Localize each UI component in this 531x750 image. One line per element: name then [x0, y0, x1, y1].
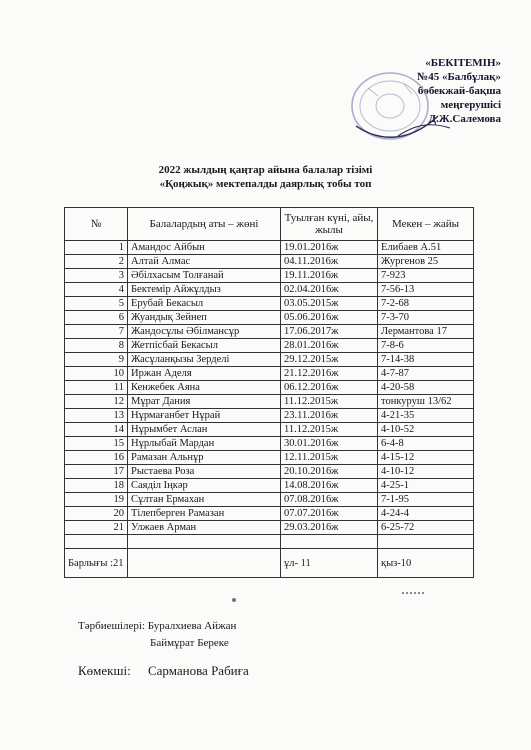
row-dob: 28.01.2016ж [281, 339, 378, 353]
row-name: Ерубай Бекасыл [128, 297, 281, 311]
row-name: Жетпісбай Бекасыл [128, 339, 281, 353]
row-address: 4-24-4 [378, 507, 474, 521]
row-dob: 11.12.2015ж [281, 423, 378, 437]
row-num: 10 [65, 367, 128, 381]
row-dob: 19.11.2016ж [281, 269, 378, 283]
row-num: 20 [65, 507, 128, 521]
row-num: 11 [65, 381, 128, 395]
approval-heading: «БЕКІТЕМІН» [425, 57, 501, 69]
row-address: Жургенов 25 [378, 255, 474, 269]
row-num: 16 [65, 451, 128, 465]
row-name: Бектемір Айжұлдыз [128, 283, 281, 297]
row-name: Алтай Алмас [128, 255, 281, 269]
header-dob: Туылған күні, айы, жылы [281, 208, 378, 241]
approval-role: меңгерушісі [440, 99, 501, 111]
table-row [65, 381, 474, 395]
row-address: 7-923 [378, 269, 474, 283]
row-address: 4-10-12 [378, 465, 474, 479]
row-name: Сұлтан Ермахан [128, 493, 281, 507]
table-row [65, 521, 474, 535]
table-row [65, 367, 474, 381]
teachers-block [78, 618, 236, 652]
row-address: 7-14-38 [378, 353, 474, 367]
row-address: 7-2-68 [378, 297, 474, 311]
row-dob: 14.08.2016ж [281, 479, 378, 493]
row-dob: 11.12.2015ж [281, 395, 378, 409]
total-label: Барлығы :21 [65, 549, 128, 578]
row-num: 13 [65, 409, 128, 423]
row-num: 8 [65, 339, 128, 353]
table-total-row [65, 549, 474, 578]
header-name: Балалардың аты – жөні [128, 208, 281, 241]
row-name: Рыстаева Роза [128, 465, 281, 479]
row-num: 1 [65, 241, 128, 255]
row-address: 4-15-12 [378, 451, 474, 465]
row-name: Кенжебек Аяна [128, 381, 281, 395]
row-name: Тілепберген Рамазан [128, 507, 281, 521]
row-num: 19 [65, 493, 128, 507]
teacher-1: Буралхиева Айжан [147, 620, 237, 632]
table-row [65, 395, 474, 409]
row-dob: 29.03.2016ж [281, 521, 378, 535]
title-line-1: 2022 жылдың қаңтар айына балалар тізімі [158, 164, 373, 176]
table-row [65, 353, 474, 367]
row-address: 6-25-72 [378, 521, 474, 535]
row-address: Лермантова 17 [378, 325, 474, 339]
row-address: 7-3-70 [378, 311, 474, 325]
row-dob: 05.06.2016ж [281, 311, 378, 325]
row-name: Жасұланқызы Зерделі [128, 353, 281, 367]
children-roster-table [64, 207, 474, 578]
row-dob: 07.08.2016ж [281, 493, 378, 507]
row-dob: 30.01.2016ж [281, 437, 378, 451]
table-row [65, 283, 474, 297]
row-address: 4-20-58 [378, 381, 474, 395]
header-num: № [65, 208, 128, 241]
row-name: Жандосұлы Әбілмансұр [128, 325, 281, 339]
row-num: 21 [65, 521, 128, 535]
assistant-name: Сарманова Рабиға [147, 663, 249, 678]
approval-name: Д.Ж.Салемова [428, 113, 501, 125]
table-row [65, 269, 474, 283]
row-dob: 06.12.2016ж [281, 381, 378, 395]
row-address: тонкуруш 13/62 [378, 395, 474, 409]
total-boys: ұл- 11 [281, 549, 378, 578]
row-num: 18 [65, 479, 128, 493]
row-num: 7 [65, 325, 128, 339]
row-name: Рамазан Альнұр [128, 451, 281, 465]
official-stamp [338, 66, 458, 166]
table-row [65, 451, 474, 465]
table-row [65, 465, 474, 479]
table-row [65, 479, 474, 493]
row-address: 7-1-95 [378, 493, 474, 507]
row-name: Иржан Аделя [128, 367, 281, 381]
row-num: 5 [65, 297, 128, 311]
row-dob: 04.11.2016ж [281, 255, 378, 269]
row-name: Мұрат Дания [128, 395, 281, 409]
row-address: 4-7-87 [378, 367, 474, 381]
row-dob: 21.12.2016ж [281, 367, 378, 381]
row-name: Амандос Айбын [128, 241, 281, 255]
table-row [65, 325, 474, 339]
row-num: 17 [65, 465, 128, 479]
row-address: 4-10-52 [378, 423, 474, 437]
row-dob: 03.05.2015ж [281, 297, 378, 311]
approval-org: №45 «Балбұлақ» [417, 71, 501, 83]
table-row [65, 493, 474, 507]
row-dob: 07.07.2016ж [281, 507, 378, 521]
table-row [65, 311, 474, 325]
row-num: 6 [65, 311, 128, 325]
row-address: 7-56-13 [378, 283, 474, 297]
table-header-row [65, 208, 474, 241]
row-name: Нұрмағанбет Нұрай [128, 409, 281, 423]
table-row [65, 507, 474, 521]
teachers-label: Тәрбиешілері: [78, 620, 145, 632]
row-name: Нұрымбет Аслан [128, 423, 281, 437]
table-row [65, 409, 474, 423]
scribble-mark [402, 592, 424, 600]
document-title [0, 163, 531, 191]
table-row [65, 241, 474, 255]
row-address: Елибаев А.51 [378, 241, 474, 255]
table-row [65, 297, 474, 311]
row-address: 4-25-1 [378, 479, 474, 493]
row-address: 6-4-8 [378, 437, 474, 451]
row-num: 15 [65, 437, 128, 451]
row-dob: 17.06.2017ж [281, 325, 378, 339]
row-num: 3 [65, 269, 128, 283]
row-address: 4-21-35 [378, 409, 474, 423]
teacher-2: Баймұрат Береке [150, 637, 229, 649]
table-row [65, 423, 474, 437]
row-address: 7-8-6 [378, 339, 474, 353]
row-dob: 23.11.2016ж [281, 409, 378, 423]
table-row [65, 255, 474, 269]
row-dob: 19.01.2016ж [281, 241, 378, 255]
row-num: 4 [65, 283, 128, 297]
row-name: Саяділ Іңкәр [128, 479, 281, 493]
row-dob: 12.11.2015ж [281, 451, 378, 465]
row-num: 14 [65, 423, 128, 437]
pen-mark [232, 598, 236, 602]
assistant-block [78, 663, 249, 679]
table-row [65, 437, 474, 451]
approval-org-type: бөбекжай-бақша [417, 85, 501, 97]
row-name: Әбілхасым Толғанай [128, 269, 281, 283]
table-row [65, 339, 474, 353]
title-line-2: «Қоңжық» мектепалды даярлық тобы топ [159, 178, 372, 190]
row-name: Жуандық Зейнеп [128, 311, 281, 325]
row-dob: 29.12.2015ж [281, 353, 378, 367]
assistant-label: Көмекші: [78, 663, 131, 678]
row-num: 2 [65, 255, 128, 269]
row-name: Нұрлыбай Мардан [128, 437, 281, 451]
header-address: Мекен – жайы [378, 208, 474, 241]
row-dob: 02.04.2016ж [281, 283, 378, 297]
table-blank-row [65, 535, 474, 549]
row-num: 9 [65, 353, 128, 367]
row-num: 12 [65, 395, 128, 409]
total-girls: қыз-10 [378, 549, 474, 578]
row-name: Улжаев Арман [128, 521, 281, 535]
row-dob: 20.10.2016ж [281, 465, 378, 479]
